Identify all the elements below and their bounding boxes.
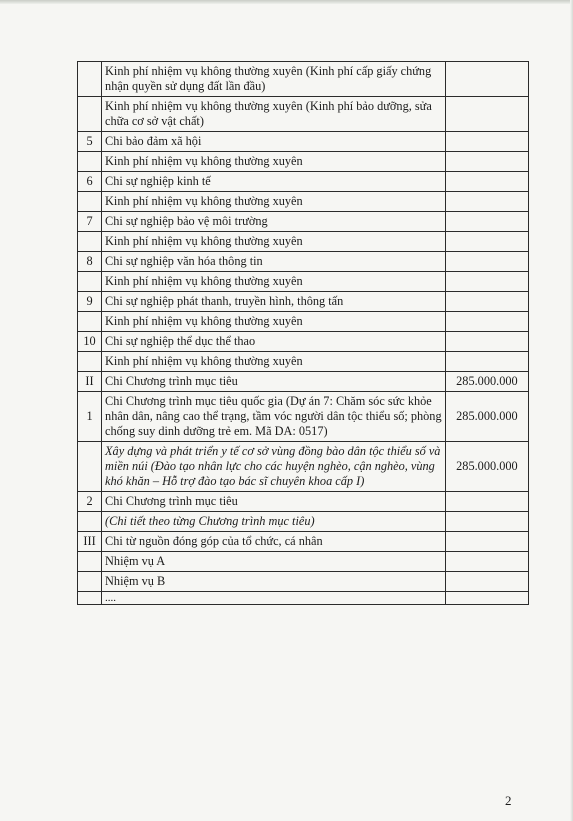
row-content: Chi sự nghiệp kinh tế xyxy=(102,172,446,192)
row-stt xyxy=(78,192,102,212)
row-stt xyxy=(78,97,102,132)
row-stt xyxy=(78,152,102,172)
row-amount xyxy=(445,552,528,572)
table-row xyxy=(78,442,529,492)
table-row xyxy=(78,332,529,352)
row-stt: 10 xyxy=(78,332,102,352)
table-row xyxy=(78,312,529,332)
row-stt: 9 xyxy=(78,292,102,312)
table-row xyxy=(78,62,529,97)
table-row xyxy=(78,512,529,532)
row-amount: 285.000.000 xyxy=(445,442,528,492)
table-row xyxy=(78,232,529,252)
row-content: Chi Chương trình mục tiêu quốc gia (Dự án 7: Chăm sóc sức khỏe nhân dân, nâng cao thể trạng, tầm vóc người dân tộc thiểu số; phòng chống suy dinh dưỡng trẻ em. Mã DA: 0517) xyxy=(102,392,446,442)
row-amount xyxy=(445,172,528,192)
row-stt: 8 xyxy=(78,252,102,272)
row-content: Chi Chương trình mục tiêu xyxy=(102,372,446,392)
row-stt: III xyxy=(78,532,102,552)
row-stt xyxy=(78,232,102,252)
row-stt: 7 xyxy=(78,212,102,232)
row-content: Kinh phí nhiệm vụ không thường xuyên (Kinh phí cấp giấy chứng nhận quyền sử dụng đất lần đầu) xyxy=(102,62,446,97)
table-row xyxy=(78,132,529,152)
row-amount: 285.000.000 xyxy=(445,392,528,442)
budget-table xyxy=(77,61,529,605)
table-row xyxy=(78,592,529,605)
row-content: Kinh phí nhiệm vụ không thường xuyên xyxy=(102,232,446,252)
row-stt xyxy=(78,552,102,572)
row-stt xyxy=(78,512,102,532)
row-amount xyxy=(445,132,528,152)
row-content: Kinh phí nhiệm vụ không thường xuyên (Kinh phí bảo dưỡng, sửa chữa cơ sở vật chất) xyxy=(102,97,446,132)
row-amount xyxy=(445,512,528,532)
row-amount xyxy=(445,152,528,172)
row-amount xyxy=(445,592,528,605)
row-stt: 6 xyxy=(78,172,102,192)
row-stt xyxy=(78,592,102,605)
table-row xyxy=(78,492,529,512)
row-stt: II xyxy=(78,372,102,392)
table-row xyxy=(78,97,529,132)
row-amount xyxy=(445,332,528,352)
row-amount xyxy=(445,232,528,252)
row-amount xyxy=(445,272,528,292)
row-stt xyxy=(78,572,102,592)
table-row xyxy=(78,212,529,232)
row-stt xyxy=(78,352,102,372)
table-row xyxy=(78,172,529,192)
row-content: Kinh phí nhiệm vụ không thường xuyên xyxy=(102,192,446,212)
scan-edge-top xyxy=(0,0,573,4)
row-content: Kinh phí nhiệm vụ không thường xuyên xyxy=(102,312,446,332)
row-stt: 2 xyxy=(78,492,102,512)
row-content: .... xyxy=(102,592,446,605)
row-content: Kinh phí nhiệm vụ không thường xuyên xyxy=(102,272,446,292)
row-stt: 1 xyxy=(78,392,102,442)
row-amount xyxy=(445,292,528,312)
row-amount xyxy=(445,572,528,592)
table-row xyxy=(78,392,529,442)
table-row xyxy=(78,192,529,212)
row-content: Chi từ nguồn đóng góp của tổ chức, cá nhân xyxy=(102,532,446,552)
row-content: Xây dựng và phát triển y tế cơ sở vùng đồng bào dân tộc thiểu số và miền núi (Đào tạo nhân lực cho các huyện nghèo, cận nghèo, vùng khó khăn – Hỗ trợ đào tạo bác sĩ chuyên khoa cấp I) xyxy=(102,442,446,492)
row-amount xyxy=(445,97,528,132)
row-content: Kinh phí nhiệm vụ không thường xuyên xyxy=(102,352,446,372)
row-stt xyxy=(78,62,102,97)
table-row xyxy=(78,292,529,312)
table-row xyxy=(78,552,529,572)
row-content: Nhiệm vụ A xyxy=(102,552,446,572)
table-row xyxy=(78,352,529,372)
row-stt: 5 xyxy=(78,132,102,152)
table-row xyxy=(78,372,529,392)
row-amount xyxy=(445,192,528,212)
table-row xyxy=(78,252,529,272)
row-content: Chi sự nghiệp phát thanh, truyền hình, thông tấn xyxy=(102,292,446,312)
row-content: Chi sự nghiệp thể dục thể thao xyxy=(102,332,446,352)
table-row xyxy=(78,572,529,592)
budget-table-body xyxy=(78,62,529,605)
row-content: Nhiệm vụ B xyxy=(102,572,446,592)
row-amount xyxy=(445,252,528,272)
table-row xyxy=(78,272,529,292)
row-stt xyxy=(78,312,102,332)
row-content: Chi sự nghiệp văn hóa thông tin xyxy=(102,252,446,272)
row-amount xyxy=(445,492,528,512)
row-content: (Chi tiết theo từng Chương trình mục tiêu) xyxy=(102,512,446,532)
row-content: Chi Chương trình mục tiêu xyxy=(102,492,446,512)
row-amount xyxy=(445,352,528,372)
row-content: Chi bảo đảm xã hội xyxy=(102,132,446,152)
row-amount xyxy=(445,212,528,232)
row-amount xyxy=(445,532,528,552)
page-number: 2 xyxy=(505,793,512,808)
row-amount: 285.000.000 xyxy=(445,372,528,392)
row-stt xyxy=(78,442,102,492)
row-amount xyxy=(445,62,528,97)
row-stt xyxy=(78,272,102,292)
row-content: Kinh phí nhiệm vụ không thường xuyên xyxy=(102,152,446,172)
table-row xyxy=(78,532,529,552)
table-row xyxy=(78,152,529,172)
row-amount xyxy=(445,312,528,332)
row-content: Chi sự nghiệp bảo vệ môi trường xyxy=(102,212,446,232)
